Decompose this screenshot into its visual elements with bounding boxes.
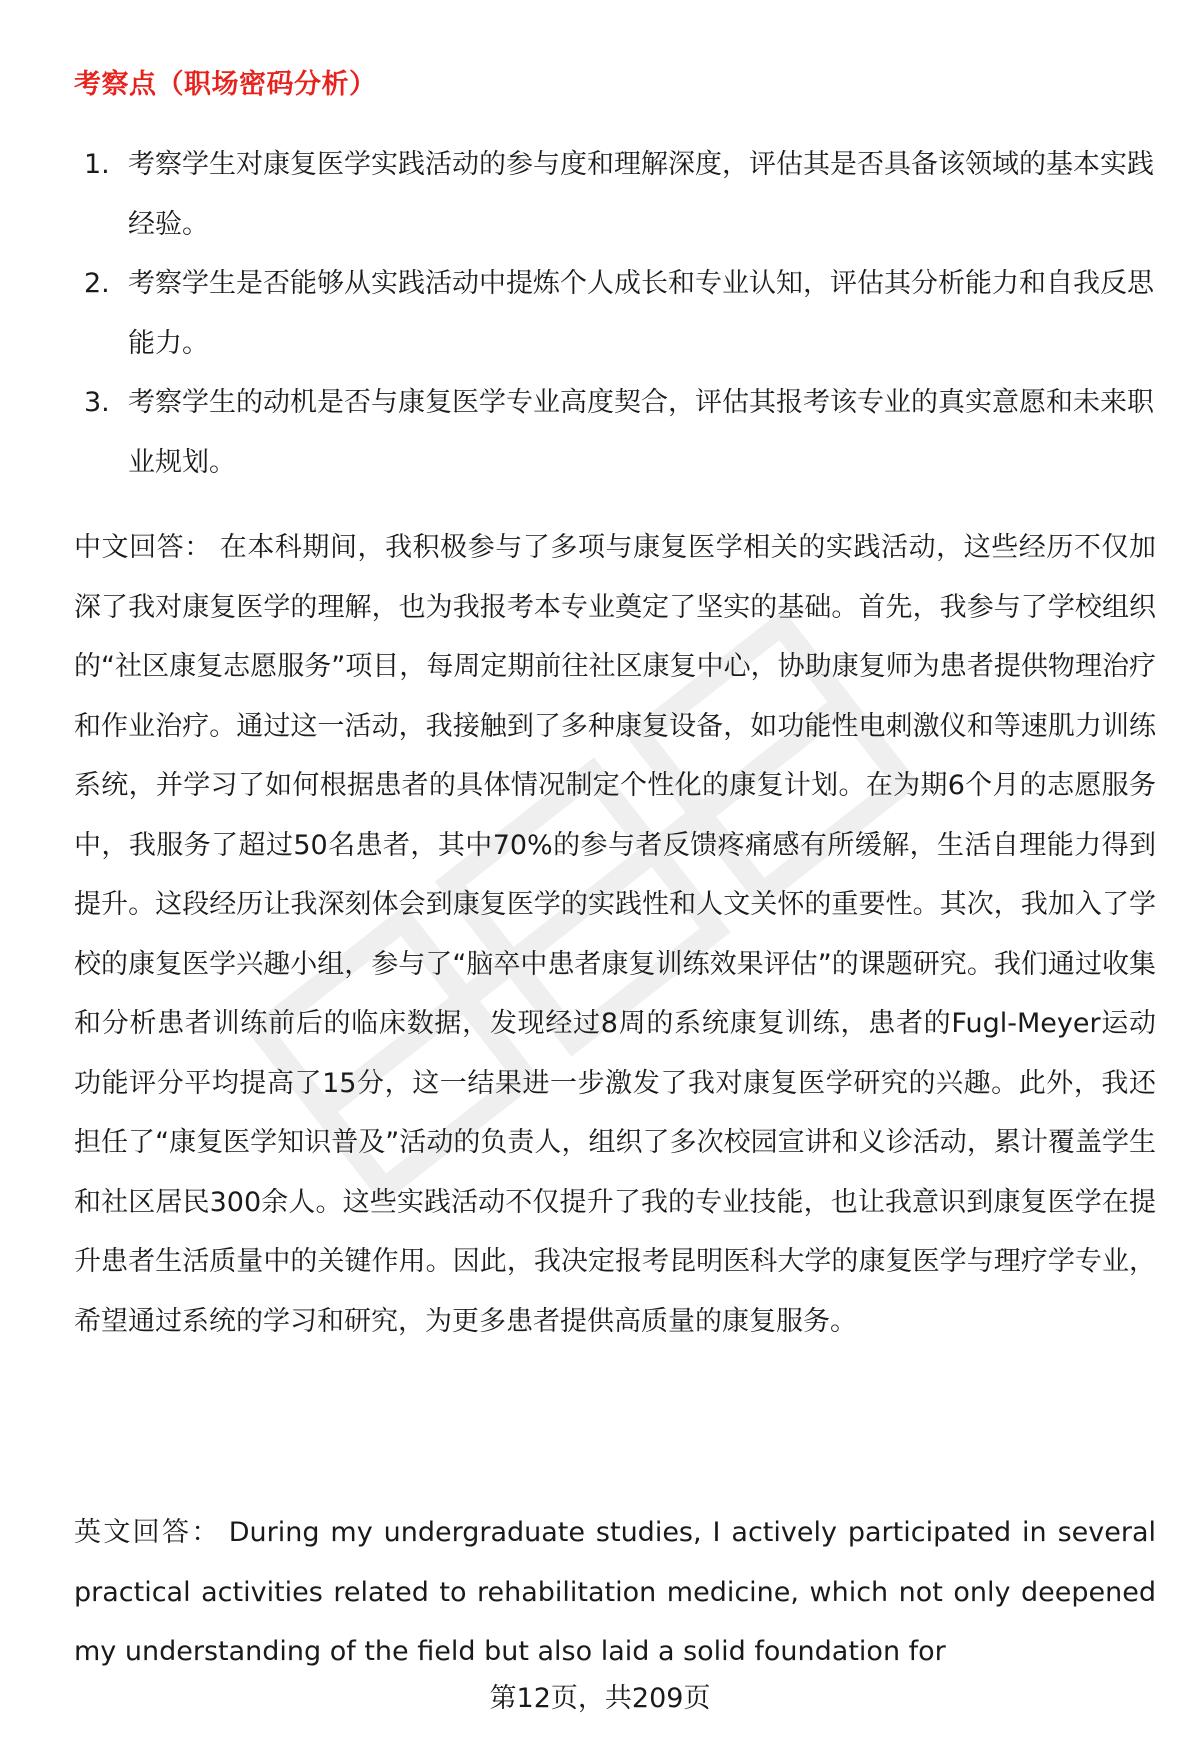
point-number: 1.	[84, 149, 110, 180]
english-answer-label: 英文回答：	[74, 1517, 221, 1548]
chinese-answer-text: 在本科期间，我积极参与了多项与康复医学相关的实践活动，这些经历不仅加深了我对康复医学的理解，也为我报考本专业奠定了坚实的基础。首先，我参与了学校组织的“社区康复志愿服务”项目，每周定期前往社区康复中心，协助康复师为患者提供物理治疗和作业治疗。通过这一活动，我接触到了多种康复设备，如功能性电刺激仪和等速肌力训练系统，并学习了如何根据患者的具体情况制定个性化的康复计划。在为期6个月的志愿服务中，我服务了超过50名患者，其中70%的参与者反馈疼痛感有所缓解，生活自理能力得到提升。这段经历让我深刻体会到康复医学的实践性和人文关怀的重要性。其次，我加入了学校的康复医学兴趣小组，参与了“脑卒中患者康复训练效果评估”的课题研究。我们通过收集和分析患者训练前后的临床数据，发现经过8周的系统康复训练，患者的Fugl-Meyer运动功能评分平均提高了15分，这一结果进一步激发了我对康复医学研究的兴趣。此外，我还担任了“康复医学知识普及”活动的负责人，组织了多次校园宣讲和义诊活动，累计覆盖学生和社区居民300余人。这些实践活动不仅提升了我的专业技能，也让我意识到康复医学在提升患者生活质量中的关键作用。因此，我决定报考昆明医科大学的康复医学与理疗学专业，希望通过系统的学习和研究，为更多患者提供高质量的康复服务。	[74, 532, 1157, 1337]
point-text: 考察学生的动机是否与康复医学专业高度契合，评估其报考该专业的真实意愿和未来职业规划。	[128, 387, 1154, 478]
point-text: 考察学生是否能够从实践活动中提炼个人成长和专业认知，评估其分析能力和自我反思能力。	[128, 268, 1154, 359]
assessment-point	[74, 254, 1154, 373]
point-number: 2.	[84, 268, 110, 299]
english-answer	[74, 1503, 1156, 1682]
english-answer-text: During my undergraduate studies, I actively participated in several practical activities related to rehabilitation medicine, which not only deepened my understanding of the field but also laid a solid foundation for	[74, 1517, 1156, 1667]
point-number: 3.	[84, 387, 110, 418]
page-footer: 第12页，共209页	[489, 1683, 711, 1714]
point-text: 考察学生对康复医学实践活动的参与度和理解深度，评估其是否具备该领域的基本实践经验。	[128, 149, 1154, 240]
assessment-point	[74, 373, 1154, 492]
assessment-point	[74, 135, 1154, 254]
chinese-answer-label: 中文回答：	[74, 532, 212, 563]
chinese-answer	[74, 518, 1156, 1351]
assessment-points-list	[74, 135, 1154, 492]
section-heading: 考察点（职场密码分析）	[74, 69, 377, 100]
